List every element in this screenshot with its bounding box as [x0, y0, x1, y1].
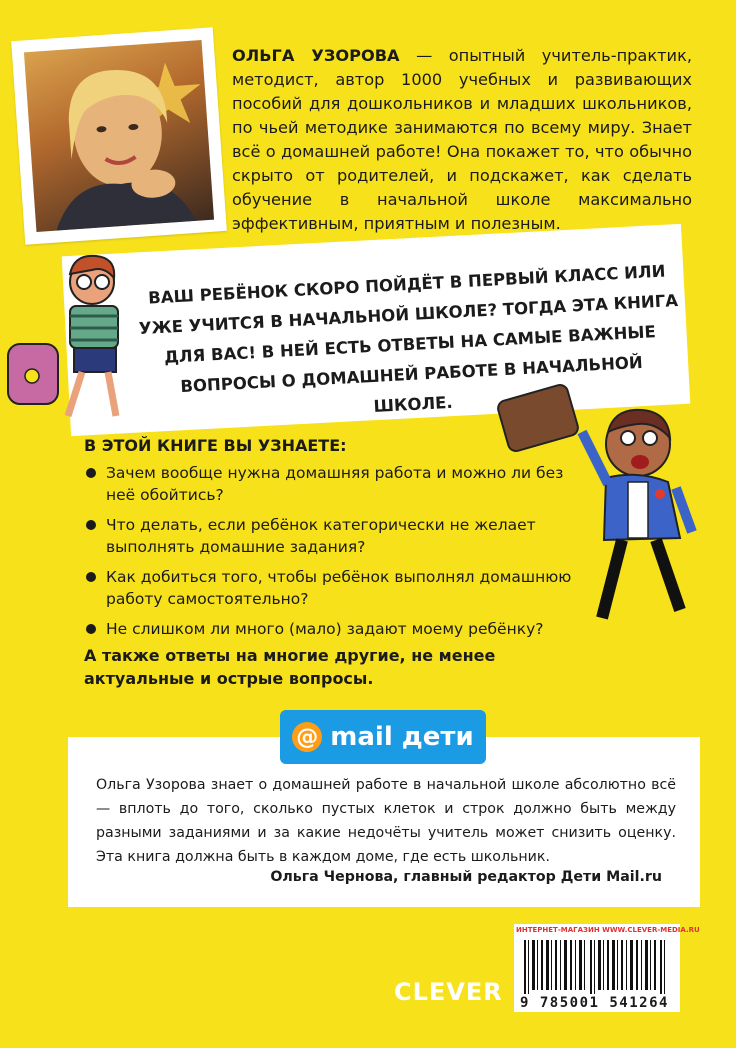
- quote-text: Ольга Узорова знает о домашней работе в начальной школе абсолютно всё — вплоть до того, сколько пустых клеток и строк должно быть между разными заданиями и за какие недочёты учитель может снизить оценку. Эта книга должна быть в каждом доме, где есть школьник.: [96, 777, 676, 865]
- bullet-icon: [86, 624, 96, 634]
- author-bio: [232, 44, 692, 236]
- author-bio-text: — опытный учитель-практик, методист, автор 1000 учебных и развивающих пособий для дошкольников и младших школьников, по чьей методике занимаются по всему миру. Знает всё о домашней работе! Она покажет то, что обычно скрыто от родителей, и подскажет, как сделать обучение в начальной школе максимально эффективным, приятным и полезным.: [232, 46, 692, 233]
- list-item: Не слишком ли много (мало) задают моему ребёнку?: [84, 618, 584, 640]
- author-photo-frame: [11, 27, 227, 245]
- bullet-icon: [86, 520, 96, 530]
- boy-with-briefcase-illustration: [496, 378, 710, 628]
- boy-with-backpack-illustration: [4, 250, 134, 430]
- list-item: Зачем вообще нужна домашняя работа и можно ли без неё обойтись?: [84, 462, 584, 506]
- publisher-logo: CLEVER: [394, 978, 503, 1006]
- learn-heading: В ЭТОЙ КНИГЕ ВЫ УЗНАЕТЕ:: [84, 436, 347, 455]
- banner-headline: ВАШ РЕБЁНОК СКОРО ПОЙДЁТ В ПЕРВЫЙ КЛАСС ИЛИ УЖЕ УЧИТСЯ В НАЧАЛЬНОЙ ШКОЛЕ? ТОГДА ЭТА КНИГА ДЛЯ ВАС! В НЕЙ ЕСТЬ ОТВЕТЫ НА САМЫЕ ВАЖНЫЕ ВОПРОСЫ О ДОМАШНЕЙ РАБОТЕ В НАЧАЛЬНОЙ ШКОЛЕ.: [138, 261, 679, 416]
- list-item: Как добиться того, чтобы ребёнок выполнял домашнюю работу самостоятельно?: [84, 566, 584, 610]
- list-item: Что делать, если ребёнок категорически не желает выполнять домашние задания?: [84, 514, 584, 558]
- author-name: ОЛЬГА УЗОРОВА: [232, 46, 400, 65]
- bullet-icon: [86, 572, 96, 582]
- mail-deti-logo: @ mail дети: [280, 710, 486, 764]
- shop-url: ИНТЕРНЕТ-МАГАЗИН WWW.CLEVER-MEDIA.RU: [516, 926, 700, 934]
- at-icon: @: [292, 722, 322, 752]
- bullet-icon: [86, 468, 96, 478]
- author-photo: [24, 40, 214, 232]
- quote-author: Ольга Чернова, главный редактор Дети Mail.ru: [270, 869, 662, 885]
- also-text: А также ответы на многие другие, не менее актуальные и острые вопросы.: [84, 646, 496, 688]
- barcode-icon: [524, 940, 674, 994]
- isbn-number: 9 785001 541264: [520, 995, 669, 1011]
